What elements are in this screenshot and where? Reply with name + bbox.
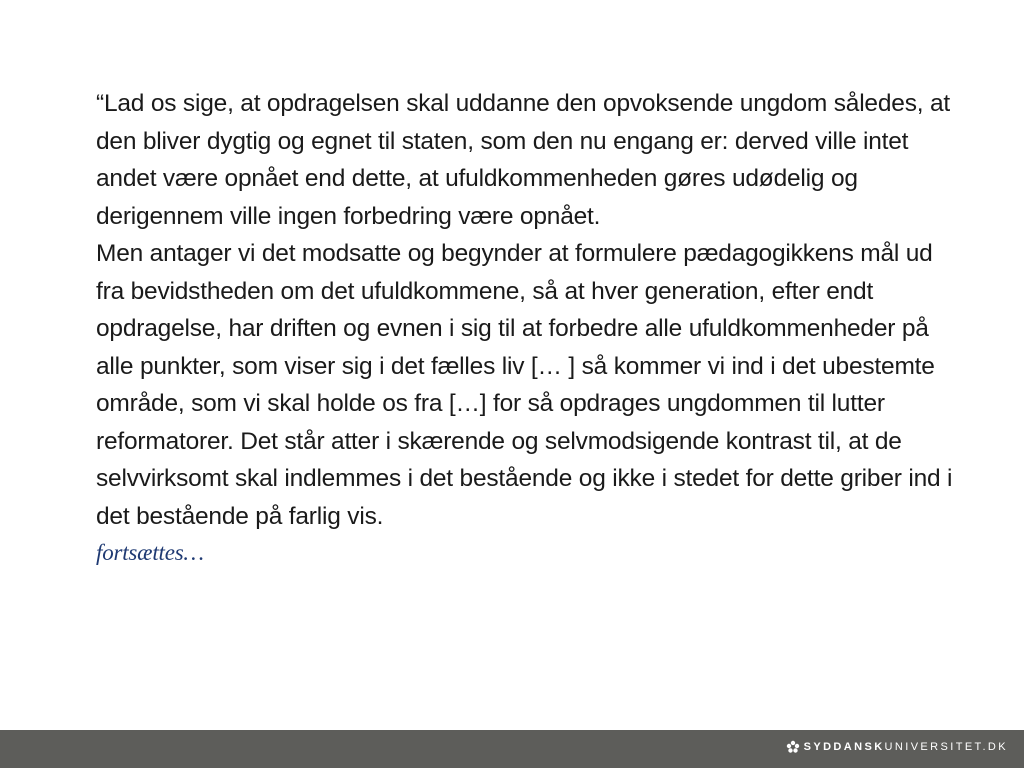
university-logo	[786, 740, 1008, 754]
quote-text-block	[96, 85, 956, 571]
footer-bar	[0, 730, 1024, 768]
brand-light-text: UNIVERSITET.DK	[884, 741, 1008, 753]
flower-icon	[786, 740, 800, 754]
quote-paragraph-2: Men antager vi det modsatte og begynder at formulere pædagogikkens mål ud fra bevidstheden om det ufuldkommene, så at hver generation, efter endt opdragelse, har driften og evnen i sig til at forbedre alle ufuldkommenheder på alle punkter, som viser sig i det fælles liv [… ] så kommer vi ind i det ubestemte område, som vi skal holde os fra […] for så opdrages ungdommen til lutter reformatorer. Det står atter i skærende og selvmodsigende kontrast til, at de selvvirksomt skal indlemmes i det bestående og ikke i stedet for dette griber ind i det bestående på farlig vis.	[96, 240, 953, 530]
brand-bold-text: SYDDANSK	[803, 741, 885, 753]
university-logo-text	[804, 741, 1008, 753]
quote-paragraph-1: “Lad os sige, at opdragelsen skal uddanne den opvoksende ungdom således, at den bliver dygtig og egnet til staten, som den nu engang er: derved ville intet andet være opnået end dette, at ufuldkommenheden gøres udødelig og derigennem ville ingen forbedring være opnået.	[96, 90, 951, 230]
continues-label: fortsættes…	[96, 540, 204, 565]
